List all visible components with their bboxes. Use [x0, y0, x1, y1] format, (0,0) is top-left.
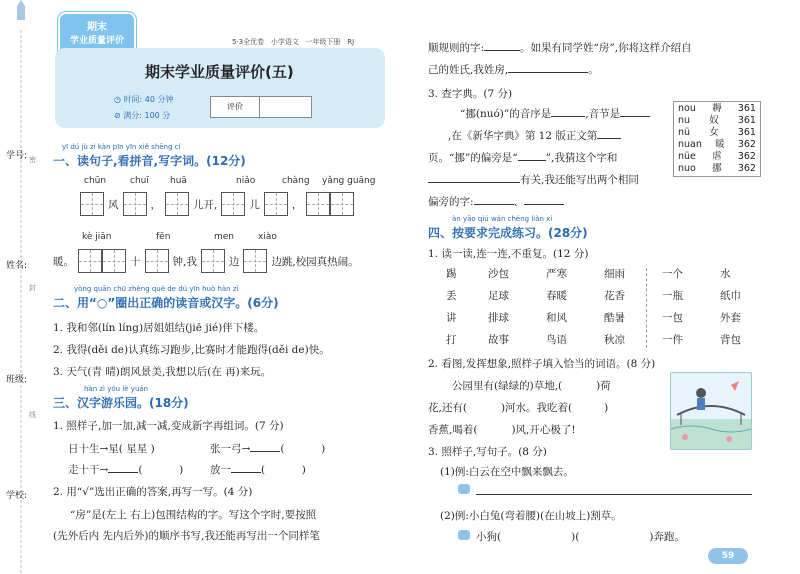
- q41-title: 1. 读一读,连一连,不重复。(12 分): [428, 248, 589, 260]
- q3-blank-5[interactable]: [428, 172, 520, 183]
- q3-blank-1[interactable]: [551, 106, 585, 117]
- py-men: men: [214, 232, 235, 242]
- dictionary-box: [673, 101, 761, 177]
- txt-shi: 十: [130, 255, 141, 268]
- match-item[interactable]: 春暖: [546, 290, 567, 302]
- q42-l2: 花,还有(: [428, 402, 467, 414]
- cont2: 己的姓氏,我姓房,: [428, 64, 509, 76]
- box-xiao[interactable]: [243, 249, 267, 273]
- dict-row: [678, 127, 756, 139]
- q43-ex1: (1)例:白云在空中飘来飘去。: [440, 466, 574, 478]
- time-text: 时间: 40 分钟: [123, 95, 174, 104]
- match-item[interactable]: 和风: [546, 312, 567, 324]
- txt-comma2: ，: [291, 198, 303, 211]
- dict-row: [678, 103, 756, 115]
- q42-l2b: )河水。我吃着(: [500, 402, 573, 414]
- dict-row: [678, 115, 756, 127]
- match-item[interactable]: 故事: [488, 334, 509, 346]
- badge-line1: 期末: [87, 22, 107, 33]
- dict-py: nüe: [678, 151, 696, 162]
- q3-line-2: [448, 128, 621, 143]
- q3-title: 3. 查字典。(7 分): [428, 88, 513, 100]
- ex-b-line: 张一弓→ ( ): [210, 443, 326, 455]
- q3-l4: 有关,我还能写出两个相同: [520, 174, 639, 186]
- py-fen: fēn: [156, 232, 171, 242]
- py-niao: niǎo: [236, 176, 256, 186]
- match-col-4: [604, 266, 625, 354]
- q42-line-1: [452, 378, 611, 393]
- dict-char: 暖: [715, 139, 725, 150]
- match-item[interactable]: 鸟语: [546, 334, 567, 346]
- box-ke[interactable]: [78, 249, 102, 273]
- q3-line-3: [428, 150, 617, 165]
- txt-erkai: 儿开,: [193, 198, 218, 211]
- q43-a2b: )(: [571, 531, 580, 543]
- py-xiao: xiào: [258, 232, 277, 242]
- ex-c-line: 走十干→ ( ): [68, 464, 184, 476]
- sec2-title: 二、用“○”圈出正确的读音或汉字。(6分): [53, 296, 279, 310]
- ex-d-blank[interactable]: [231, 462, 261, 473]
- ex-a: 日十生→星( 星星 ): [68, 443, 155, 455]
- class-label: 班级:: [6, 375, 28, 385]
- match-item[interactable]: 外套: [720, 312, 741, 324]
- q43-a2: 小狗(: [476, 531, 502, 543]
- q42-title: 2. 看图,发挥想象,照样子填入恰当的词语。(8 分): [428, 358, 656, 370]
- q3-line-1: [460, 106, 650, 121]
- match-item[interactable]: 排球: [488, 312, 509, 324]
- dict-char: 女: [709, 127, 719, 138]
- q43-ex2: (2)例:小白兔(弯着腰)(在山坡上)割草。: [440, 510, 622, 522]
- dict-page: 362: [737, 139, 756, 150]
- txt-comma1: ，: [150, 198, 161, 211]
- match-item[interactable]: 丢: [446, 290, 457, 302]
- q42-l3: 香蕉,喝着(: [428, 424, 478, 436]
- edition: RJ: [347, 38, 355, 46]
- cont2-blank[interactable]: [508, 62, 588, 73]
- match-item[interactable]: 足球: [488, 290, 509, 302]
- q3-l1b: ,音节是: [585, 108, 621, 120]
- sec3-q1: 1. 照样子,加一加,减一减,变成新字再组词。(7 分): [53, 420, 284, 432]
- box-fen[interactable]: [145, 249, 169, 273]
- q42-l1b: )荷: [596, 380, 611, 392]
- badge-line2: 学业质量评价: [69, 36, 124, 46]
- full-score-text: 满分: 100 分: [123, 111, 171, 120]
- series-line: [232, 37, 354, 47]
- match-item[interactable]: 一瓶: [662, 290, 683, 302]
- ex-b: 张一弓→: [210, 443, 251, 455]
- txt-bian: 边: [228, 255, 240, 268]
- box-jian[interactable]: [102, 249, 126, 273]
- time-info: ◷ 时间: 40 分钟: [114, 95, 174, 104]
- write-icon: [458, 530, 470, 540]
- cont-line-2: 己的姓氏,我姓房, 。: [428, 64, 599, 76]
- txt-feng: 风: [108, 198, 119, 211]
- match-item[interactable]: 一件: [662, 334, 683, 346]
- match-divider: [646, 268, 648, 348]
- box-chui[interactable]: [123, 192, 147, 216]
- sec4-title: 四、按要求完成练习。(28分): [428, 226, 588, 240]
- page-number-badge: [708, 548, 748, 564]
- q3-l3: 页。“挪”的偏旁是“: [428, 152, 518, 164]
- box-yang[interactable]: [306, 192, 330, 216]
- q43-answer-line-1[interactable]: [476, 494, 752, 495]
- binding-strip: [0, 0, 34, 574]
- box-guang[interactable]: [330, 192, 354, 216]
- dict-page: 361: [737, 103, 756, 114]
- dict-row: [678, 151, 756, 163]
- q3-l5: 偏旁的字:: [428, 196, 474, 208]
- row1-boxes: [80, 192, 354, 216]
- q3-blank-3[interactable]: [597, 128, 621, 139]
- ex-b-blank[interactable]: [250, 441, 280, 452]
- sec4-pinyin: àn yāo qiú wán chéng liàn xí: [452, 215, 553, 223]
- match-item[interactable]: 酷暑: [604, 312, 625, 324]
- py-chui: chuī: [130, 176, 149, 186]
- grade: 一年级下册: [305, 38, 341, 46]
- box-hua[interactable]: [165, 192, 189, 216]
- match-col-1: [446, 266, 457, 354]
- match-item[interactable]: 水: [720, 268, 731, 280]
- q3-blank-4[interactable]: [518, 150, 546, 161]
- q42-line-2: [428, 400, 608, 415]
- park-picture: [671, 373, 751, 449]
- q3-l3b: ”,我猜这个字和: [545, 152, 618, 164]
- py-yangguang: yǎng guāng: [322, 176, 376, 186]
- sec3-pinyin: hàn zì yóu lè yuán: [84, 385, 149, 393]
- q3-blank-7[interactable]: [524, 194, 564, 205]
- box-chang[interactable]: [264, 192, 288, 216]
- name-label: 姓名:: [6, 261, 28, 271]
- py-kejian: kè jiān: [82, 232, 112, 242]
- dict-page: 361: [737, 127, 756, 138]
- q43-title: 3. 照样子,写句子。(8 分): [428, 446, 547, 458]
- write-icon: [458, 484, 470, 494]
- match-col-3: [546, 266, 567, 354]
- match-item[interactable]: 花香: [604, 290, 625, 302]
- q3-l1: “挪(nuó)”的音序是: [460, 108, 552, 120]
- sec1-title: 一、读句子,看拼音,写字词。(12分): [53, 154, 246, 168]
- q3-line-4: [428, 172, 639, 187]
- dict-char: 奴: [709, 115, 719, 126]
- student-no-label: 学号:: [6, 151, 28, 161]
- sec2-item-1: 1. 我和邻(lín líng)居姐姐结(jiē jié)伴下楼。: [53, 322, 265, 334]
- sec3-q2: 2. 用“√”选出正确的答案,再写一写。(4 分): [53, 486, 253, 498]
- q43-answer-2: [476, 529, 685, 544]
- txt-bian-tiao: 边跳,校园真热闹。: [271, 255, 359, 268]
- ex-c: 走十干→: [68, 464, 109, 476]
- seal-bottom-mark: 线: [29, 411, 36, 419]
- q3-line-5: 偏旁的字: 、: [428, 194, 564, 209]
- dict-row: [678, 163, 756, 175]
- ex-c-blank[interactable]: [108, 462, 138, 473]
- dict-py: nuo: [678, 163, 696, 174]
- py-hua: huā: [170, 176, 187, 186]
- dict-row: [678, 139, 756, 151]
- q3-l2: ,在《新华字典》第 12 版正文第: [448, 130, 598, 142]
- cont1: 顺规则的字:: [428, 42, 485, 54]
- page-number: 59: [721, 551, 735, 561]
- match-item[interactable]: 一包: [662, 312, 683, 324]
- score-box[interactable]: [210, 96, 312, 118]
- box-men[interactable]: [201, 249, 225, 273]
- series-name: 5·3全优卷: [232, 38, 265, 46]
- dict-char: 耨: [712, 103, 722, 114]
- q42-l2c: ): [604, 402, 609, 414]
- q2-text-2: (先外后内 先内后外)的顺序书写,我还能再写出一个同样笔: [53, 530, 320, 542]
- row2-boxes: [53, 249, 359, 273]
- dict-py: nü: [678, 127, 691, 138]
- subject: 小学语文: [270, 38, 299, 46]
- cont-line-1: [428, 40, 692, 55]
- match-item[interactable]: 细雨: [604, 268, 625, 280]
- match-col-5: [662, 266, 683, 354]
- q42-line-3: [428, 422, 576, 437]
- seal-top-mark: 密: [29, 156, 36, 164]
- box-niao[interactable]: [221, 192, 245, 216]
- cont1-blank[interactable]: [484, 40, 520, 51]
- q3-blank-2[interactable]: [620, 106, 650, 117]
- dict-char: 虐: [712, 151, 722, 162]
- sec2-pinyin: yòng quān chū zhèng què de dú yīn huò hàn zì: [74, 285, 239, 293]
- cont1b: 。如果有同学姓“房”,你将这样介绍自: [520, 42, 692, 54]
- park-illustration: [670, 372, 752, 450]
- q43-a2c: )奔跑。: [649, 531, 685, 543]
- q42-l1: 公园里有(绿绿的)草地,(: [452, 380, 563, 392]
- score-label: 评价: [211, 97, 260, 117]
- sec2-item-2: 2. 我得(děi de)认真练习跑步,比赛时才能跑得(děi de)快。: [53, 344, 330, 356]
- q3-blank-6[interactable]: [474, 194, 514, 205]
- sec2-item-3: 3. 天气(青 晴)朗风景美,我想以后(在 再)来玩。: [53, 366, 272, 378]
- dict-page: 362: [737, 163, 756, 174]
- ex-d: 放一: [210, 464, 231, 476]
- match-col-2: [488, 266, 509, 354]
- ex-d-line: 放一 ( ): [210, 464, 306, 476]
- sec3-title: 三、汉字游乐园。(18分): [53, 396, 189, 410]
- box-chun[interactable]: [80, 192, 104, 216]
- match-item[interactable]: 讲: [446, 312, 457, 324]
- dict-page: 361: [737, 115, 756, 126]
- page-title: 期末学业质量评价(五): [145, 63, 294, 81]
- q42-l3b: )风,开心极了!: [511, 424, 576, 436]
- py-chun: chūn: [84, 176, 107, 186]
- match-item[interactable]: 严寒: [546, 268, 567, 280]
- q2-text-1: “房”是(左上 右上)包围结构的字。写这个字时,要按照: [70, 509, 317, 521]
- dict-char: 挪: [712, 163, 722, 174]
- dict-py: nou: [678, 103, 696, 114]
- sec1-pinyin: yī dú jù zi kàn pīn yīn xiě shēng cí: [62, 143, 181, 151]
- match-item[interactable]: 沙包: [488, 268, 509, 280]
- dict-py: nu: [678, 115, 691, 126]
- match-item[interactable]: 纸巾: [720, 290, 741, 302]
- txt-nuan: 暖。: [53, 255, 74, 268]
- seal-mark: 封: [29, 284, 36, 292]
- dict-py: nuan: [678, 139, 702, 150]
- match-item[interactable]: 踢: [446, 268, 457, 280]
- match-item[interactable]: 打: [446, 334, 457, 346]
- dict-page: 362: [737, 151, 756, 162]
- score-info: ⊘ 满分: 100 分: [114, 111, 171, 120]
- match-item[interactable]: 背包: [720, 334, 741, 346]
- txt-zhong: 钟,我: [172, 255, 197, 268]
- txt-er: 儿: [249, 198, 260, 211]
- py-chang: chàng: [282, 176, 310, 186]
- match-col-6: [720, 266, 741, 354]
- school-label: 学校:: [6, 491, 28, 501]
- match-item[interactable]: 一个: [662, 268, 683, 280]
- match-item[interactable]: 秋凉: [604, 334, 625, 346]
